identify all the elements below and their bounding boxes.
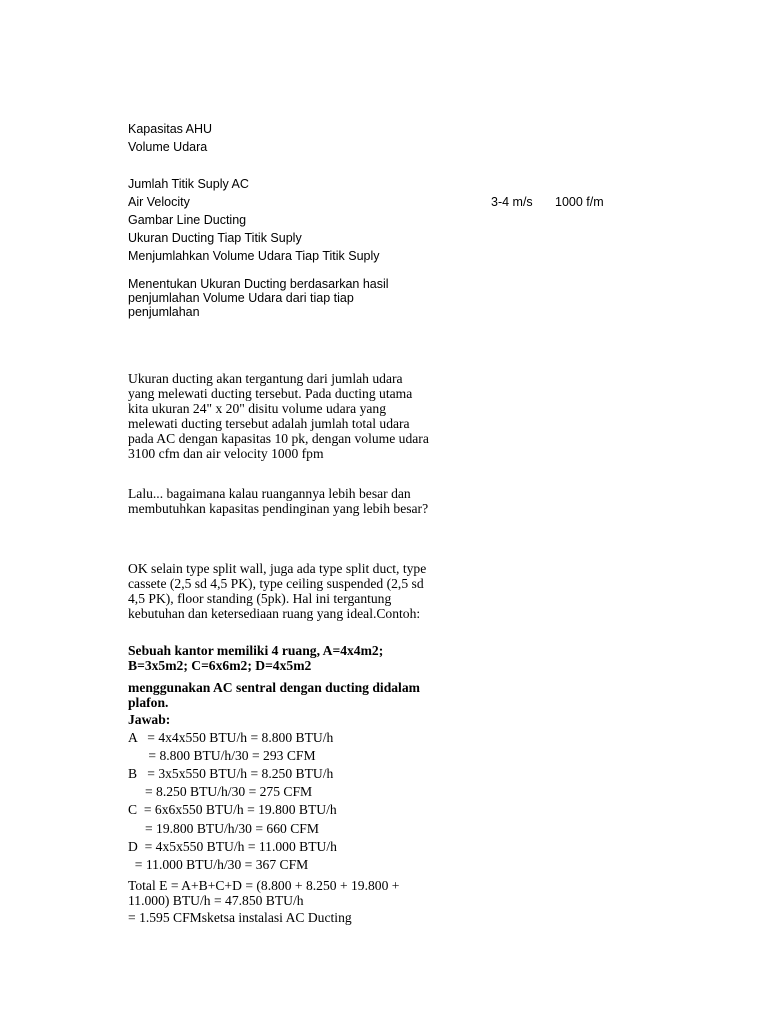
item-gambar-line: Gambar Line Ducting: [128, 213, 247, 227]
calc-line-d2: = 11.000 BTU/h/30 = 367 CFM: [128, 857, 309, 872]
bold-menggunakan-ac: menggunakan AC sentral dengan ducting didalam plafon.: [128, 680, 420, 710]
jawab-label: Jawab:: [128, 712, 171, 727]
paragraph-ukuran-ducting: Ukuran ducting akan tergantung dari jumlah udara yang melewati ducting tersebut. Pada ducting utama kita ukuran 24" x 20" disitu volume udara yang melewati ducting tersebut adalah jumlah total udara pada AC dengan kapasitas 10 pk, dengan volume udara 3100 cfm dan air velocity 1000 fpm: [128, 371, 429, 461]
calc-line-a1: A = 4x4x550 BTU/h = 8.800 BTU/h: [128, 730, 334, 745]
item-jumlah-titik: Jumlah Titik Suply AC: [128, 177, 249, 191]
item-menjumlahkan: Menjumlahkan Volume Udara Tiap Titik Suply: [128, 249, 380, 263]
bold-sebuah-kantor: Sebuah kantor memiliki 4 ruang, A=4x4m2; B=3x5m2; C=6x6m2; D=4x5m2: [128, 643, 384, 673]
result-line: = 1.595 CFMsketsa instalasi AC Ducting: [128, 910, 352, 925]
paragraph-lalu: Lalu... bagaimana kalau ruangannya lebih besar dan membutuhkan kapasitas pendinginan yang lebih besar?: [128, 486, 429, 516]
item-ukuran-ducting: Ukuran Ducting Tiap Titik Suply: [128, 231, 302, 245]
heading-kapasitas-ahu: Kapasitas AHU: [128, 122, 213, 136]
paragraph-ok-selain: OK selain type split wall, juga ada type split duct, type cassete (2,5 sd 4,5 PK), type ceiling suspended (2,5 sd 4,5 PK), floor standing (5pk). Hal ini tergantung kebutuhan dan ketersediaan ruang yang ideal.Contoh:: [128, 561, 427, 621]
calc-line-a2: = 8.800 BTU/h/30 = 293 CFM: [128, 748, 316, 763]
calc-line-b2: = 8.250 BTU/h/30 = 275 CFM: [128, 784, 313, 799]
heading-volume-udara: Volume Udara: [128, 140, 208, 154]
menentukan-paragraph: Menentukan Ukuran Ducting berdasarkan hasil penjumlahan Volume Udara dari tiap tiap penjumlahan: [128, 277, 389, 319]
item-air-velocity: Air Velocity: [128, 195, 190, 209]
air-velocity-ms: 3-4 m/s: [491, 195, 533, 209]
calc-line-d1: D = 4x5x550 BTU/h = 11.000 BTU/h: [128, 839, 337, 854]
total-line: Total E = A+B+C+D = (8.800 + 8.250 + 19.800 + 11.000) BTU/h = 47.850 BTU/h: [128, 878, 400, 908]
air-velocity-fm: 1000 f/m: [555, 195, 604, 209]
calc-line-c1: C = 6x6x550 BTU/h = 19.800 BTU/h: [128, 802, 337, 817]
calc-line-b1: B = 3x5x550 BTU/h = 8.250 BTU/h: [128, 766, 334, 781]
calc-line-c2: = 19.800 BTU/h/30 = 660 CFM: [128, 821, 319, 836]
